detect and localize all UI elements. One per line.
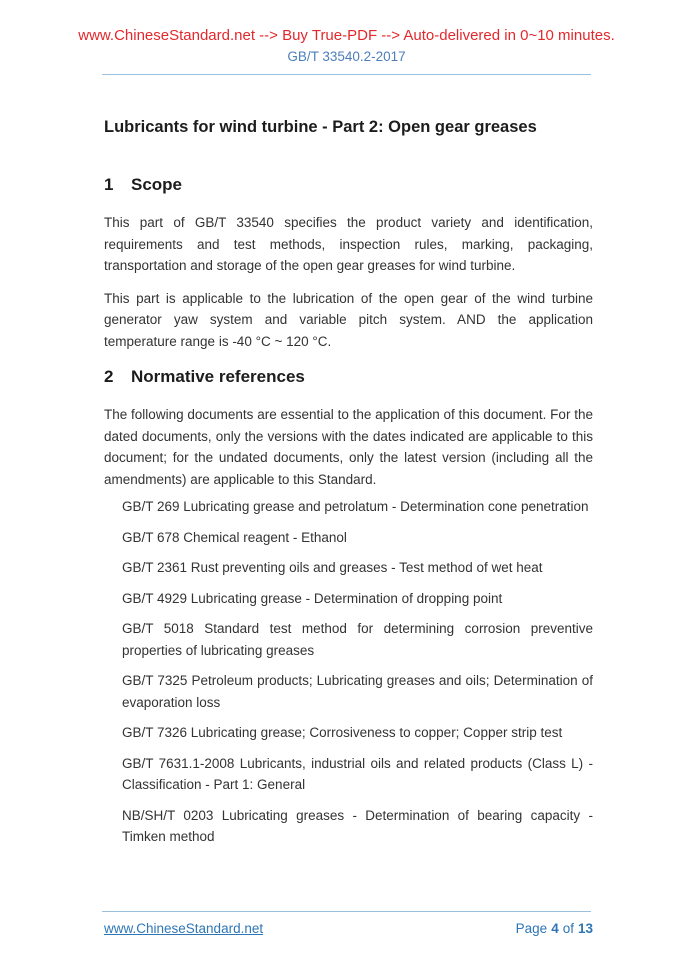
page-total: 13 xyxy=(577,921,593,936)
reference-item: GB/T 4929 Lubricating grease - Determination of dropping point xyxy=(122,590,503,606)
section-2-number: 2 xyxy=(104,367,114,386)
reference-item: GB/T 7325 Petroleum products; Lubricating greases and oils; Determination of evaporation loss xyxy=(122,673,593,710)
site-link[interactable]: www.ChineseStandard.net xyxy=(104,921,264,936)
document-title: Lubricants for wind turbine - Part 2: Open gear greases xyxy=(104,118,537,136)
reference-item: GB/T 2361 Rust preventing oils and greases - Test method of wet heat xyxy=(122,560,543,575)
reference-item: NB/SH/T 0203 Lubricating greases - Determination of bearing capacity - Timken method xyxy=(122,807,593,844)
page-footer xyxy=(0,911,693,937)
section-1-title: Scope xyxy=(131,175,183,194)
reference-item: GB/T 5018 Standard test method for determining corrosion preventive properties of lubricating greases xyxy=(122,621,593,658)
normative-references-intro: The following documents are essential to the application of this document. For the dated documents, only the versions with the dates indicated are applicable to this document; for the undated documents, only the latest version (including all the amendments) are applicable to this Standard. xyxy=(104,407,593,487)
reference-item: GB/T 269 Lubricating grease and petrolatum - Determination cone penetration xyxy=(122,499,589,514)
reference-list xyxy=(122,496,593,848)
footer-row xyxy=(104,920,593,937)
standard-code: GB/T 33540.2-2017 xyxy=(287,49,406,64)
section-normative-references xyxy=(104,366,593,848)
page-number: 4 xyxy=(551,921,559,936)
page-indicator xyxy=(516,920,593,937)
footer-divider xyxy=(102,911,591,912)
header-divider xyxy=(102,74,591,75)
section-1-heading xyxy=(104,174,593,195)
page-label: Page xyxy=(515,921,548,936)
section-scope xyxy=(104,174,593,352)
section-1-number: 1 xyxy=(104,175,114,194)
document-body xyxy=(104,117,593,848)
section-2-heading xyxy=(104,366,593,387)
marketing-banner: www.ChineseStandard.net --> Buy True-PDF --> Auto-delivered in 0~10 minutes. xyxy=(78,27,615,44)
reference-item: GB/T 7631.1-2008 Lubricants, industrial oils and related products (Class L) - Classification - Part 1: General xyxy=(122,755,593,792)
reference-item: GB/T 678 Chemical reagent - Ethanol xyxy=(122,529,347,545)
reference-item: GB/T 7326 Lubricating grease; Corrosiveness to copper; Copper strip test xyxy=(122,725,563,740)
section-2-title: Normative references xyxy=(131,367,305,386)
scope-paragraph-1: This part of GB/T 33540 specifies the product variety and identification, requirements and test methods, inspection rules, marking, packaging, transportation and storage of the open gear greases for wind turbine. xyxy=(104,215,593,273)
of-label: of xyxy=(562,921,574,936)
scope-paragraph-2: This part is applicable to the lubrication of the open gear of the wind turbine generator yaw system and variable pitch system. AND the application temperature range is -40 °C ~ 120 °C. xyxy=(104,290,593,349)
page-header xyxy=(0,27,693,75)
